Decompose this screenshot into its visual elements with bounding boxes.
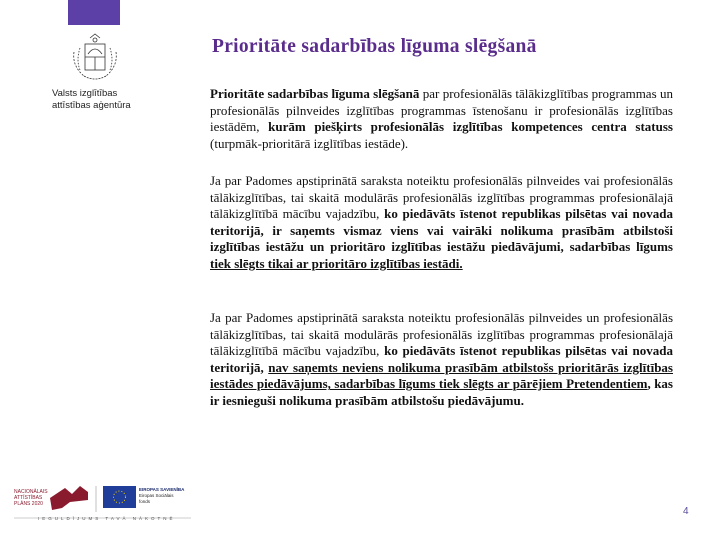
text-segment: par profesionālās tālākizglītības programmas un profesionālās pilnveides izglītības programmas īstenošanu ir profesionālās izglītības iestādēm, [210,86,673,135]
page-number: 4 [683,506,689,517]
agency-name-line2: attīstības aģentūra [52,100,131,111]
text-segment: kurām piešķirts profesionālās izglītības kompetences centra statuss [268,119,673,135]
text-segment: ko piedāvāts īstenot republikas pilsētas vai novada teritorijā, [210,343,673,375]
text-segment: , kas ir iesnieguši nolikuma prasībām atbilstošu piedāvājumu. [210,376,673,408]
text-segment: Ja par Padomes apstiprinātā saraksta noteiktu profesionālās pilnveides vai profesionālās tālākizglītības, tai skaitā modulārās profesionālās izglītības programmas profesionālajā tālākizglītībā mācību vajadzību, [210,173,673,222]
accent-bar [68,0,120,25]
national-plan-text [14,489,48,507]
text-segment: tiek slēgts tikai ar prioritāro izglītības iestādi. [210,255,463,271]
agency-name [52,88,136,112]
page-title: Prioritāte sadarbības līguma slēgšanā [212,36,537,57]
text-segment: ko piedāvāts īstenot republikas pilsētas vai novada teritorijā, ir saņemts vismaz viens vai vairāki nolikuma prasībām atbilstoši izglītības iestāžu un prioritāro izglītības iestāžu piedāvājumi, sadarbības līgums [210,206,673,255]
eu-flag-icon [103,486,136,508]
plan-line: PLĀNS 2020 [14,501,43,507]
paragraph-case-not-received [210,310,673,410]
text-segment: (turpmāk-prioritārā izglītības iestāde). [210,135,409,151]
text-segment: Ja par Padomes apstiprinātā saraksta noteiktu profesionālās pilnveides un profesionālās tālākizglītības, tai skaitā modulārās profesionālās izglītības programmas profesionālajā tālākizglītībā mācību vajadzību, [210,310,673,359]
text-segment: Prioritāte sadarbības līguma slēgšanā [210,86,420,101]
eu-line: Eiropas Sociālais [139,493,174,498]
paragraph-priority [210,86,673,152]
eu-line: EIROPAS SAVIENĪBA [139,487,185,492]
plan-line: ATTĪSTĪBAS [14,495,43,501]
paragraph-case-received [210,173,673,273]
eu-line: fonds [139,499,151,504]
plan-line: NACIONĀLAIS [14,489,48,495]
eu-fund-text [139,487,184,505]
coat-of-arms-logo [66,32,124,84]
agency-name-line1: Valsts izglītības [52,88,118,99]
footer-tagline: IEGULDĪJUMS TAVĀ NĀKOTNĒ [38,516,176,521]
text-segment: nav saņemts neviens nolikuma prasībām atbilstošs prioritārās izglītības iestādes piedāvājums, sadarbības līgums tiek slēgts ar pārējiem Pretendentiem [210,359,673,392]
latvia-map-logo [50,486,88,510]
